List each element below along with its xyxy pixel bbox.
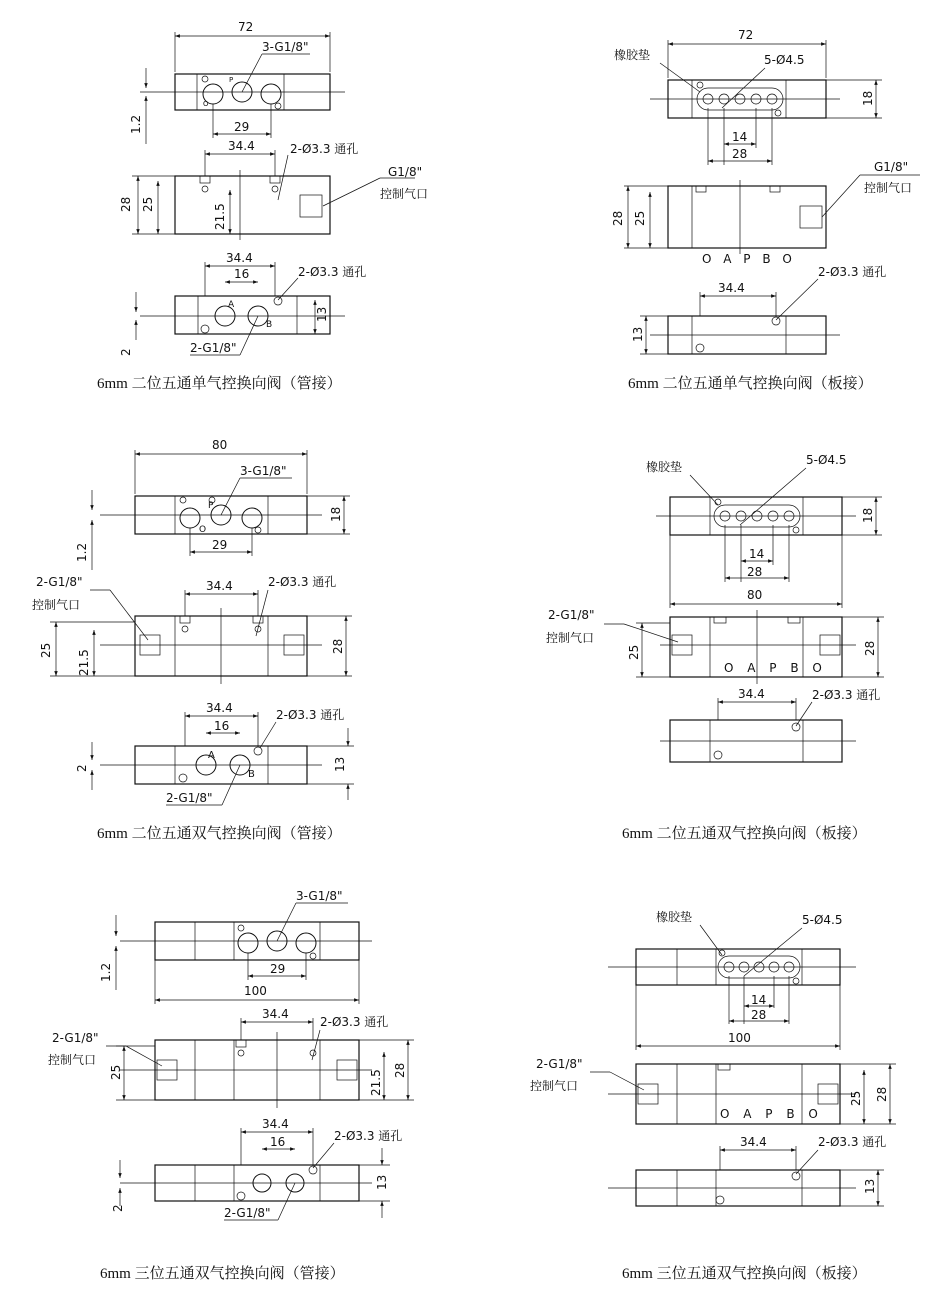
port-o-label: O [199, 525, 207, 535]
dim-h21-5: 21.5 [77, 649, 91, 676]
panel-three-position-pipe [48, 889, 414, 1282]
dim-pitch1: 34.4 [262, 1117, 289, 1131]
dim-t2: 2 [111, 1204, 125, 1212]
dim-pitch: 34.4 [740, 1135, 767, 1149]
dim-pitch28: 28 [751, 1008, 767, 1022]
port-letters: O A P B O [724, 661, 827, 675]
front-view [530, 1057, 896, 1124]
dim-h18: 18 [329, 506, 343, 522]
top-view [608, 909, 856, 1050]
dim-t2: 2 [75, 764, 89, 772]
dim-ports: 2-G1/8" [224, 1206, 271, 1220]
gasket-label: 橡胶垫 [614, 48, 651, 62]
dim-holes: 2-Ø3.3 通孔 [268, 575, 337, 589]
pilot-port-label: 控制气口 [380, 187, 429, 201]
pilot-port: 2-G1/8" [52, 1031, 99, 1045]
dim-h13: 13 [315, 306, 329, 322]
dim-h28: 28 [119, 196, 133, 212]
dim-h21-5: 21.5 [369, 1069, 383, 1096]
dim-h25: 25 [627, 644, 641, 660]
dim-h28: 28 [611, 210, 625, 226]
panel-three-position-plate [530, 909, 896, 1282]
dim-ports: 3-G1/8" [240, 464, 287, 478]
dim-h21-5: 21.5 [213, 203, 227, 230]
caption: 6mm 二位五通双气控换向阀（管接） [97, 826, 342, 842]
dim-pitch: 34.4 [262, 1007, 289, 1021]
dim-h28: 28 [331, 638, 345, 654]
top-view [129, 20, 345, 144]
gasket-label: 橡胶垫 [656, 910, 693, 924]
dim-holes: 2-Ø3.3 通孔 [298, 265, 367, 279]
port-letters: O A P B O [702, 252, 796, 266]
dim-length: 72 [238, 20, 254, 34]
pilot-port-label: 控制气口 [48, 1053, 97, 1067]
bottom-view [631, 264, 886, 354]
dim-h18: 18 [861, 90, 875, 106]
pilot-port-rect [800, 206, 822, 228]
port-o2-circle [261, 84, 281, 104]
dim-holes: 2-Ø3.3 通孔 [334, 1129, 403, 1143]
dim-pitch1: 34.4 [226, 251, 253, 265]
front-view [48, 1007, 414, 1108]
pilot-port: 2-G1/8" [36, 575, 83, 589]
dim-pitch: 29 [234, 120, 250, 134]
dim-holes: 2-Ø3.3 通孔 [818, 265, 887, 279]
dim-h28: 28 [393, 1062, 407, 1078]
pilot-port-label: 控制气口 [32, 598, 81, 612]
dim-length: 100 [244, 984, 267, 998]
dim-pitch2: 16 [270, 1135, 286, 1149]
dim-ports: 3-G1/8" [262, 40, 309, 54]
caption: 6mm 二位五通双气控换向阀（板接） [622, 826, 867, 842]
dim-length: 80 [747, 588, 763, 602]
front-view [611, 160, 920, 266]
caption: 6mm 二位五通单气控换向阀（板接） [628, 376, 873, 392]
dim-pitch2: 16 [234, 267, 250, 281]
dim-h25: 25 [141, 196, 155, 212]
top-view [614, 28, 882, 165]
panel-double-pilot-plate [546, 453, 884, 842]
dim-thk: 1.2 [75, 542, 89, 562]
dim-holes: 2-Ø3.3 通孔 [320, 1015, 389, 1029]
pilot-port: G1/8" [388, 165, 423, 179]
dim-holes: 2-Ø3.3 通孔 [276, 708, 345, 722]
pilot-port-label: 控制气口 [864, 181, 913, 195]
port-letters: O A P B O [720, 1107, 823, 1121]
panel-single-pilot-pipe [97, 20, 428, 392]
dim-holes5: 5-Ø4.5 [764, 53, 805, 67]
dim-pitch14: 14 [732, 130, 748, 144]
bottom-view [75, 701, 354, 805]
dim-holes: 2-Ø3.3 通孔 [818, 1135, 887, 1149]
dim-pitch: 29 [270, 962, 286, 976]
dim-pitch1: 34.4 [206, 701, 233, 715]
dim-ports: 3-G1/8" [296, 889, 343, 903]
dim-h13: 13 [631, 326, 645, 342]
dim-h18: 18 [861, 507, 875, 523]
front-view [32, 574, 352, 684]
caption: 6mm 三位五通双气控换向阀（管接） [100, 1266, 345, 1282]
dim-h25: 25 [849, 1090, 863, 1106]
front-view [119, 139, 428, 240]
dim-thk: 1.2 [99, 962, 113, 982]
dim-pitch14: 14 [751, 993, 767, 1007]
dim-h13: 13 [375, 1174, 389, 1190]
port-b-label: B [266, 320, 273, 330]
pilot-port: 2-G1/8" [548, 608, 595, 622]
dim-pitch: 34.4 [206, 579, 233, 593]
bottom-view [608, 1134, 886, 1206]
dim-pitch: 29 [212, 538, 228, 552]
dim-length: 72 [738, 28, 754, 42]
caption: 6mm 三位五通双气控换向阀（板接） [622, 1266, 867, 1282]
panel-double-pilot-pipe [32, 438, 354, 842]
bottom-view [119, 251, 366, 356]
dim-h25: 25 [109, 1064, 123, 1080]
dim-h13: 13 [333, 756, 347, 772]
top-view [646, 453, 882, 608]
top-view [99, 889, 372, 1004]
dim-pitch: 34.4 [738, 687, 765, 701]
port-b-label: B [248, 769, 255, 780]
dim-holes: 2-Ø3.3 通孔 [812, 688, 881, 702]
bottom-view [111, 1117, 402, 1220]
dim-length: 100 [728, 1031, 751, 1045]
bottom-view [660, 687, 880, 762]
panel-single-pilot-plate [611, 28, 920, 392]
dim-length: 80 [212, 438, 228, 452]
dim-h25: 25 [633, 210, 647, 226]
dim-pitch14: 14 [749, 547, 765, 561]
dim-h13: 13 [863, 1178, 877, 1194]
gasket-label: 橡胶垫 [646, 460, 683, 474]
port-o-label: O [203, 100, 209, 108]
pilot-port-rect [300, 195, 322, 217]
dim-h28: 28 [863, 640, 877, 656]
port-a-label: A [228, 300, 235, 310]
pilot-port: 2-G1/8" [536, 1057, 583, 1071]
dim-thk: 1.2 [129, 114, 143, 134]
front-view [546, 608, 884, 684]
dim-t2: 2 [119, 348, 133, 356]
dim-holes5: 5-Ø4.5 [802, 913, 843, 927]
dim-h28: 28 [875, 1086, 889, 1102]
dim-pitch: 34.4 [718, 281, 745, 295]
port-p-label: P [208, 501, 214, 511]
dim-h25: 25 [39, 642, 53, 658]
port-a-label: A [208, 750, 215, 761]
top-view [75, 438, 350, 570]
dim-pitch2: 16 [214, 719, 230, 733]
dim-pitch28: 28 [747, 565, 763, 579]
pilot-port-label: 控制气口 [530, 1079, 579, 1093]
port-p-label: P [229, 76, 234, 84]
dim-pitch28: 28 [732, 147, 748, 161]
dim-holes5: 5-Ø4.5 [806, 453, 847, 467]
dim-ports: 2-G1/8" [166, 791, 213, 805]
dim-holes: 2-Ø3.3 通孔 [290, 142, 359, 156]
pilot-port-label: 控制气口 [546, 631, 595, 645]
pilot-port: G1/8" [874, 160, 909, 174]
caption: 6mm 二位五通单气控换向阀（管接） [97, 376, 342, 392]
dim-pitch: 34.4 [228, 139, 255, 153]
dim-ports: 2-G1/8" [190, 341, 237, 355]
